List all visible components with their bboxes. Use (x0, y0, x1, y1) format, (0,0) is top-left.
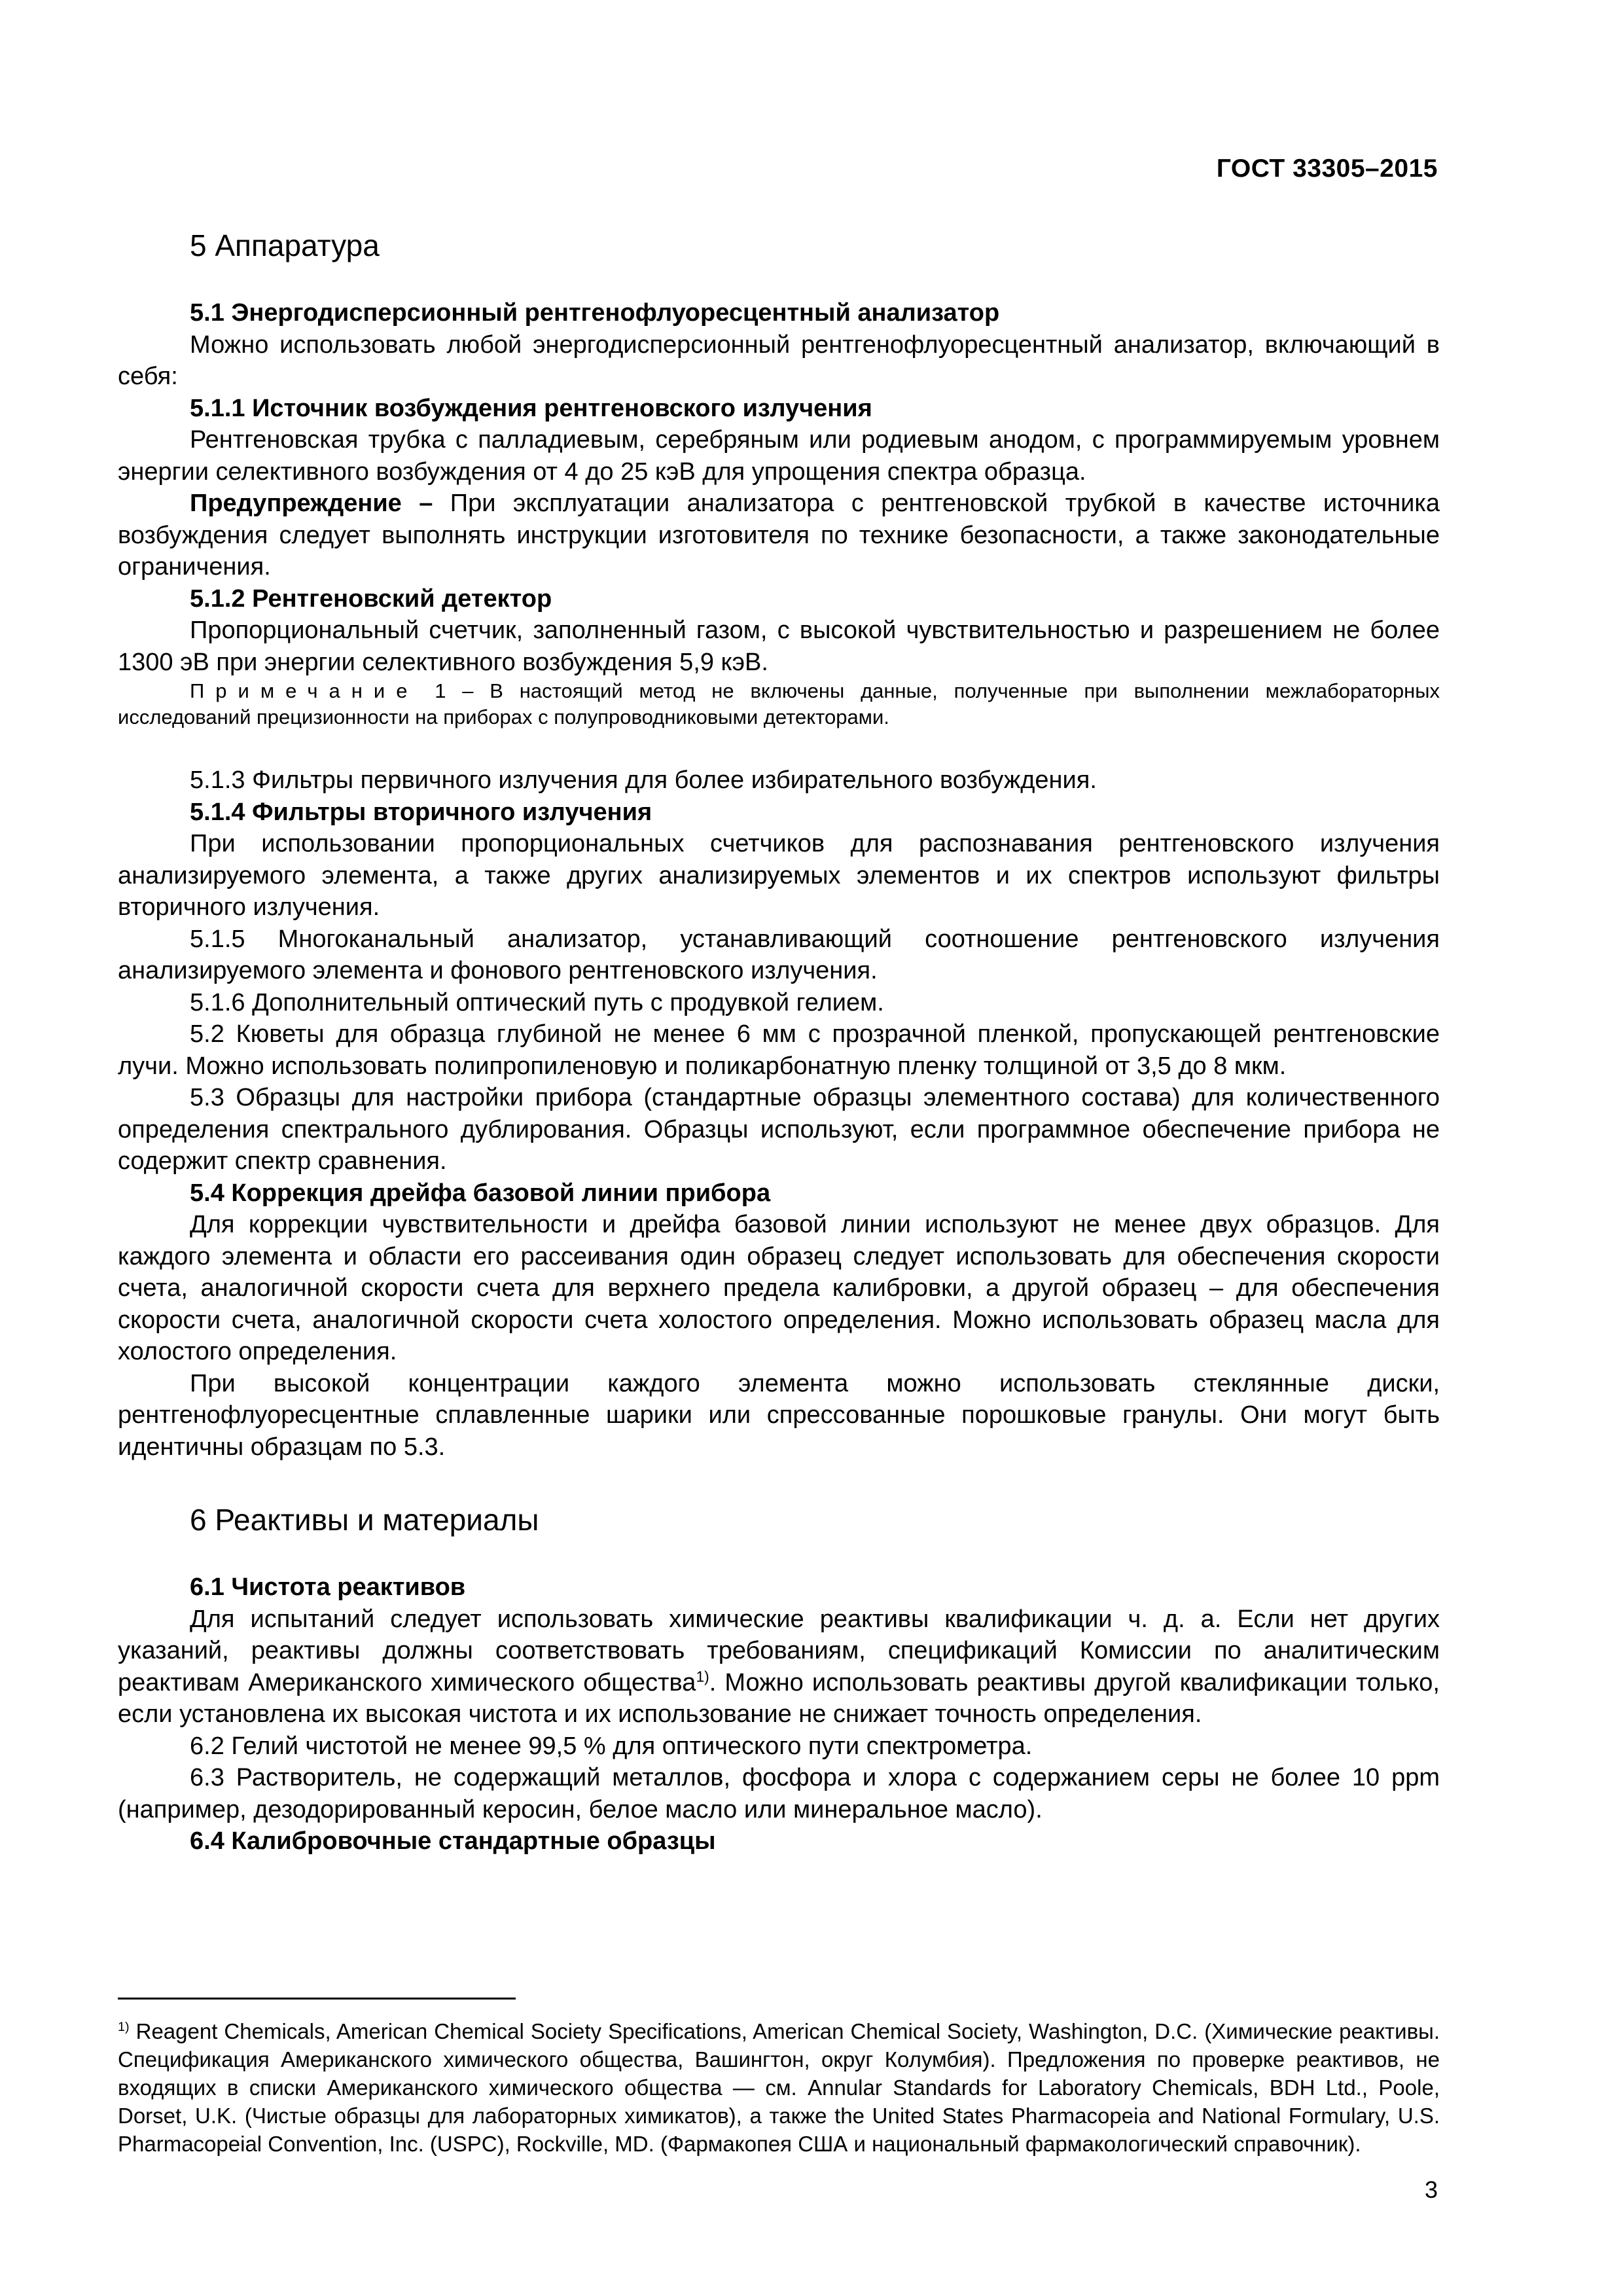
clause-6-3: 6.3 Растворитель, не содержащий металлов, фосфора и хлора с содержанием серы не более 10 ppm (например, дезодорированный керосин, белое масло или минеральное масло). (118, 1764, 1440, 1823)
clause-6-1-text-b: . Можно использовать реактивы другой квалификации только, если установлена их высокая чистота и их использование не снижает точность определения. (118, 1668, 1440, 1728)
clause-5-3: 5.3 Образцы для настройки прибора (стандартные образцы элементного состава) для количественного определения спектрального дублирования. Образцы используют, если программное обеспечение прибора не содержит спектр сравнения. (118, 1084, 1440, 1175)
warning-text: При эксплуатации анализатора с рентгеновской трубкой в качестве источника возбуждения следует выполнять инструкции изготовителя по технике безопасности, а также законодательные ограничения. (118, 490, 1440, 581)
footnote-marker: 1) (118, 2020, 130, 2034)
clause-6-1-heading: 6.1 Чистота реактивов (190, 1573, 466, 1601)
section-5-title: 5 Аппаратура (190, 228, 380, 262)
footnote-text: Reagent Chemicals, American Chemical Society Specifications, American Chemical Society, Washington, D.C. (Химические реактивы. Спецификация Американского химического общества, Вашингтон, округ Колумбия). Предложения по проверке реактивов, не входящих в списки Американского химического общества — см. Annular Standards for Laboratory Chemicals, BDH Ltd., Poole, Dorset, U.K. (Чистые образцы для лабораторных химикатов), а также the United States Pharmacopeia and National Formulary, U.S. Pharmacopeial Convention, Inc. (USPC), Rockville, MD. (Фармакопея США и национальный фармакологический справочник). (118, 2019, 1440, 2156)
clause-5-4-text: Для коррекции чувствительности и дрейфа базовой линии используют не менее двух образцов. Для каждого элемента и области его рассеивания один образец следует использовать для обеспечения скорости счета, аналогичной скорости счета для верхнего предела калибровки, а другой образец – для обеспечения скорости счета, аналогичной скорости счета холостого определения. Можно использовать образец масла для холостого определения. (118, 1211, 1440, 1365)
clause-5-1-1-heading: 5.1.1 Источник возбуждения рентгеновского излучения (190, 394, 872, 422)
footnote-reference[interactable]: 1) (696, 1667, 709, 1685)
section-6-title: 6 Реактивы и материалы (190, 1503, 539, 1537)
spacer (118, 730, 1440, 764)
note-label: Примечание (190, 679, 419, 702)
warning-paragraph (118, 488, 1440, 583)
clause-5-1-6: 5.1.6 Дополнительный оптический путь с продувкой гелием. (190, 988, 884, 1016)
document-code: ГОСТ 33305–2015 (1216, 154, 1438, 183)
clause-6-2: 6.2 Гелий чистотой не менее 99,5 % для оптического пути спектрометра. (190, 1732, 1033, 1760)
clause-5-1-3: 5.1.3 Фильтры первичного излучения для более избирательного возбуждения. (190, 766, 1097, 794)
clause-5-2: 5.2 Кюветы для образца глубиной не менее 6 мм с прозрачной пленкой, пропускающей рентгеновские лучи. Можно использовать полипропиленовую и поликарбонатную пленку толщиной от 3,5 до 8 мкм. (118, 1020, 1440, 1080)
clause-5-1-2-heading: 5.1.2 Рентгеновский детектор (190, 584, 552, 613)
clause-5-4-text-2: При высокой концентрации каждого элемента можно использовать стеклянные диски, рентгенофлуоресцентные сплавленные шарики или спрессованные порошковые гранулы. Они могут быть идентичны образцам по 5.3. (118, 1369, 1440, 1461)
clause-5-1-5: 5.1.5 Многоканальный анализатор, устанавливающий соотношение рентгеновского излучения анализируемого элемента и фонового рентгеновского излучения. (118, 925, 1440, 984)
clause-5-1-text: Можно использовать любой энергодисперсионный рентгенофлуоресцентный анализатор, включающий в себя: (118, 331, 1440, 390)
footnote-separator (118, 1998, 516, 2000)
page-number: 3 (1424, 2176, 1438, 2203)
main-content (118, 223, 1440, 1857)
clause-5-1-2-text: Пропорциональный счетчик, заполненный газом, с высокой чувствительностью и разрешением не более 1300 эВ при энергии селективного возбуждения 5,9 кэВ. (118, 617, 1440, 676)
clause-5-1-heading: 5.1 Энергодисперсионный рентгенофлуоресцентный анализатор (190, 299, 1000, 327)
clause-6-1-text-a: Для испытаний следует использовать химические реактивы квалификации ч. д. а. Если нет других указаний, реактивы должны соответствовать требованиям, спецификаций Комиссии по аналитическим реактивам Американского химического общества (118, 1605, 1440, 1696)
clause-5-1-1-text: Рентгеновская трубка с палладиевым, серебряным или родиевым анодом, с программируемым уровнем энергии селективного возбуждения от 4 до 25 кэВ для упрощения спектра образца. (118, 426, 1440, 486)
note-paragraph (118, 678, 1440, 730)
clause-6-1-text (118, 1604, 1440, 1731)
clause-5-4-heading: 5.4 Коррекция дрейфа базовой линии прибора (190, 1179, 771, 1207)
clause-6-4-heading: 6.4 Калибровочные стандартные образцы (190, 1827, 716, 1855)
footnote (118, 2017, 1440, 2158)
clause-5-1-4-text: При использовании пропорциональных счетчиков для распознавания рентгеновского излучения анализируемого элемента, а также других анализируемых элементов и их спектров используют фильтры вторичного излучения. (118, 830, 1440, 921)
clause-5-1-4-heading: 5.1.4 Фильтры вторичного излучения (190, 798, 652, 826)
warning-label: Предупреждение – (190, 490, 433, 517)
note-text: 1 – В настоящий метод не включены данные, полученные при выполнении межлабораторных исследований прецизионности на приборах с полупроводниковыми детекторами. (118, 679, 1440, 728)
